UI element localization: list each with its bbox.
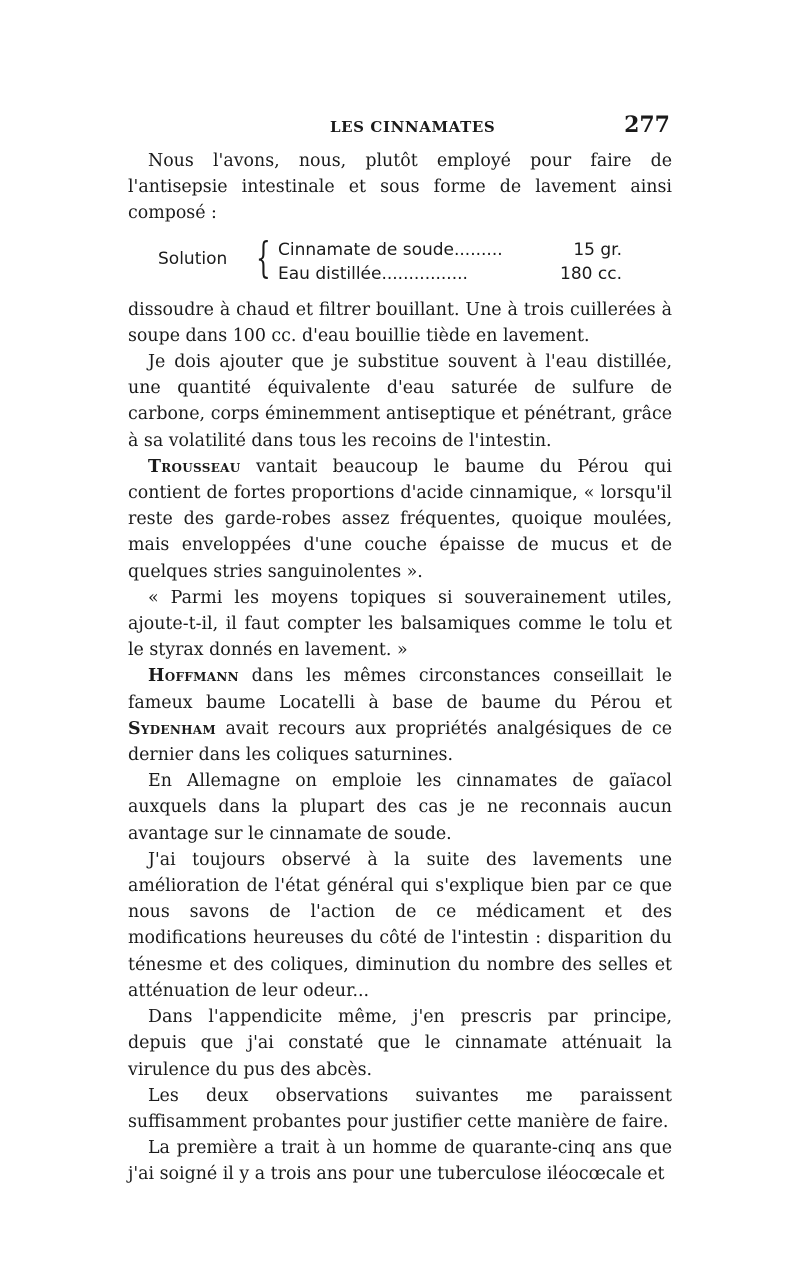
paragraph: Dans l'appendicite même, j'en prescris par principe, depuis que j'ai constaté que le cinnamate atténuait la virulence du pus des abcès. bbox=[128, 1007, 672, 1080]
author-name: Sydenham bbox=[128, 718, 216, 739]
ingredient-name: Cinnamate de soude......... bbox=[278, 239, 503, 260]
brace-icon: { bbox=[256, 232, 271, 282]
formula-block bbox=[128, 231, 672, 291]
author-name: Hoffmann bbox=[148, 666, 239, 687]
page-number: 277 bbox=[624, 112, 670, 138]
paragraph: La première a trait à un homme de quarante-cinq ans que j'ai soigné il y a trois ans pour une tuberculose iléocœcale et bbox=[128, 1138, 672, 1185]
paragraph: dissoudre à chaud et filtrer bouillant. Une à trois cuillerées à soupe dans 100 cc. d'eau bouillie tiède en lavement. bbox=[128, 299, 672, 346]
running-title: LES CINNAMATES bbox=[330, 118, 496, 136]
formula-row bbox=[278, 237, 622, 261]
formula-row bbox=[278, 261, 622, 285]
paragraph-text: vantait beaucoup le baume du Pérou qui contient de fortes proportions d'acide cinnamique, « lorsqu'il reste des garde-robes assez fréquentes, quoique moulées, mais enveloppées d'une couche épaisse de mucus et de quelques stries sanguinolentes ». bbox=[128, 456, 672, 582]
paragraph bbox=[128, 663, 672, 768]
paragraph bbox=[128, 454, 672, 585]
formula-rows bbox=[278, 237, 622, 285]
ingredient-name: Eau distillée................ bbox=[278, 263, 468, 284]
paragraph-intro: Nous l'avons, nous, plutôt employé pour faire de l'antisepsie intestinale et sous forme de lavement ainsi composé : bbox=[128, 151, 672, 224]
body-text bbox=[128, 148, 672, 1188]
ingredient-quantity: 180 cc. bbox=[560, 263, 622, 284]
paragraph: Les deux observations suivantes me paraissent suffisamment probantes pour justifier cette manière de faire. bbox=[128, 1085, 672, 1132]
paragraph: J'ai toujours observé à la suite des lavements une amélioration de l'état général qui s'explique bien par ce que nous savons de l'action de ce médicament et des modifications heureuses du côté de l'intestin : disparition du ténesme et des coliques, diminution du nombre des selles et atténuation de leur odeur... bbox=[128, 849, 672, 1001]
author-name: Trousseau bbox=[148, 456, 241, 477]
paragraph: Je dois ajouter que je substitue souvent à l'eau distillée, une quantité équivalente d'eau saturée de sulfure de carbone, corps éminemment antiseptique et pénétrant, grâce à sa volatilité dans tous les recoins de l'intestin. bbox=[128, 352, 672, 451]
paragraph-text: avait recours aux propriétés analgésiques de ce dernier dans les coliques saturnines. bbox=[128, 718, 672, 766]
paragraph: « Parmi les moyens topiques si souverainement utiles, ajoute-t-il, il faut compter les balsamiques comme le tolu et le styrax donnés en lavement. » bbox=[128, 587, 672, 661]
paragraph-text: dans les mêmes circonstances conseillait le fameux baume Locatelli à base de baume du Pérou et bbox=[128, 666, 672, 713]
paragraph: En Allemagne on emploie les cinnamates de gaïacol auxquels dans la plupart des cas je ne reconnais aucun avantage sur le cinnamate de soude. bbox=[128, 771, 672, 844]
page-header bbox=[130, 112, 670, 142]
formula-label: Solution bbox=[158, 248, 228, 269]
ingredient-quantity: 15 gr. bbox=[573, 239, 622, 260]
